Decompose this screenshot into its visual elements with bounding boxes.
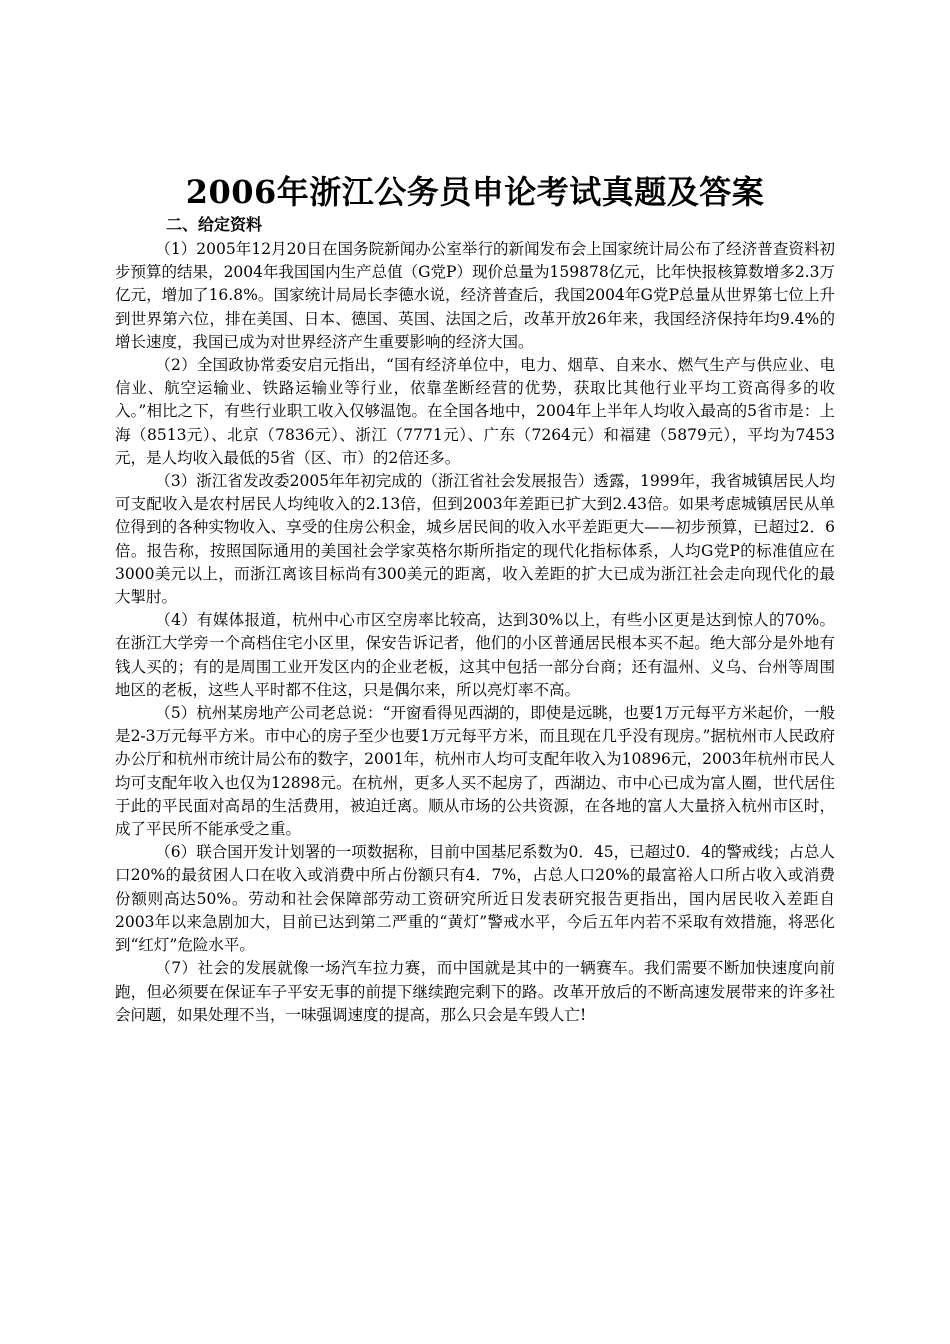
paragraph-2: （2）全国政协常委安启元指出，“国有经济单位中，电力、烟草、自来水、燃气生产与供应业、电信业、航空运输业、铁路运输业等行业，依靠垄断经营的优势，获取比其他行业平均工资高得多的收入。”相比之下，有些行业职工收入仅够温饱。在全国各地中，2004年上半年人均收入最高的5省市是：上海（8513元）、北京（7836元）、浙江（7771元）、广东（7264元）和福建（5879元），平均为7453元，是人均收入最低的5省（区、市）的2倍还多。 (115, 356, 835, 467)
paragraph-1: （1）2005年12月20日在国务院新闻办公室举行的新闻发布会上国家统计局公布了经济普查资料初步预算的结果，2004年我国国内生产总值（G党P）现价总量为159878亿元，比年快报核算数增多2.3万亿元，增加了16.8%。国家统计局局长李德水说，经济普查后，我国2004年G党P总量从世界第七位上升到世界第六位，排在美国、日本、德国、英国、法国之后，改革开放26年来，我国经济保持年均9.4%的增长速度，我国已成为对世界经济产生重要影响的经济大国。 (115, 240, 836, 351)
document-title: 2006年浙江公务员申论考试真题及答案 (185, 173, 765, 211)
paragraph-7: （7）社会的发展就像一场汽车拉力赛，而中国就是其中的一辆赛车。我们需要不断加快速度向前跑，但必须要在保证车子平安无事的前提下继续跑完剩下的路。改革开放后的不断高速发展带来的许多社会问题，如果处理不当，一味强调速度的提高，那么只会是车毁人亡! (115, 959, 835, 1024)
paragraph-4: （4）有媒体报道，杭州中心市区空房率比较高，达到30%以上，有些小区更是达到惊人的70%。在浙江大学旁一个高档住宅小区里，保安告诉记者，他们的小区普通居民根本买不起。绝大部分是外地有钱人买的；有的是周围工业开发区内的企业老板，这其中包括一部分台商；还有温州、义乌、台州等周围地区的老板，这些人平时都不住这，只是偶尔来，所以亮灯率不高。 (115, 611, 835, 699)
document-body (115, 238, 835, 1027)
section-heading: 二、给定资料 (166, 215, 263, 234)
paragraph-6: （6）联合国开发计划署的一项数据称，目前中国基尼系数为0．45，已超过0．4的警戒线；占总人口20%的最贫困人口在收入或消费中所占份额只有4．7%，占总人口20%的最富裕人口所占收入或消费份额则高达50%。劳动和社会保障部劳动工资研究所近日发表研究报告更指出，国内居民收入差距自2003年以来急剧加大，目前已达到第二严重的“黄灯”警戒水平，今后五年内若不采取有效措施，将恶化到“红灯”危险水平。 (115, 843, 835, 955)
paragraph-5: （5）杭州某房地产公司老总说：“开窗看得见西湖的，即使是远眺，也要1万元每平方米起价，一般是2-3万元每平方米。市中心的房子至少也要1万元每平方米，而且现在几乎没有现房。”据杭州市人民政府办公厅和杭州市统计局公布的数字，2001年，杭州市人均可支配年收入为10896元，2003年杭州市民人均可支配年收入也仅为12898元。在杭州，更多人买不起房了，西湖边、市中心已成为富人圈，世代居住于此的平民面对高昂的生活费用，被迫迁离。顺从市场的公共资源，在各地的富人大量挤入杭州市区时，成了平民所不能承受之重。 (115, 704, 835, 839)
paragraph-3: （3）浙江省发改委2005年年初完成的（浙江省社会发展报告）透露，1999年，我省城镇居民人均可支配收入是农村居民人均纯收入的2.13倍，但到2003年差距已扩大到2.43倍。如果考虑城镇居民从单位得到的各种实物收入、享受的住房公积金，城乡居民间的收入水平差距更大——初步预算，已超过2．6倍。报告称，按照国际通用的美国社会学家英格尔斯所指定的现代化指标体系，人均G党P的标准值应在3000美元以上，而浙江离该目标尚有300美元的距离，收入差距的扩大已成为浙江社会走向现代化的最大掣肘。 (115, 472, 835, 607)
